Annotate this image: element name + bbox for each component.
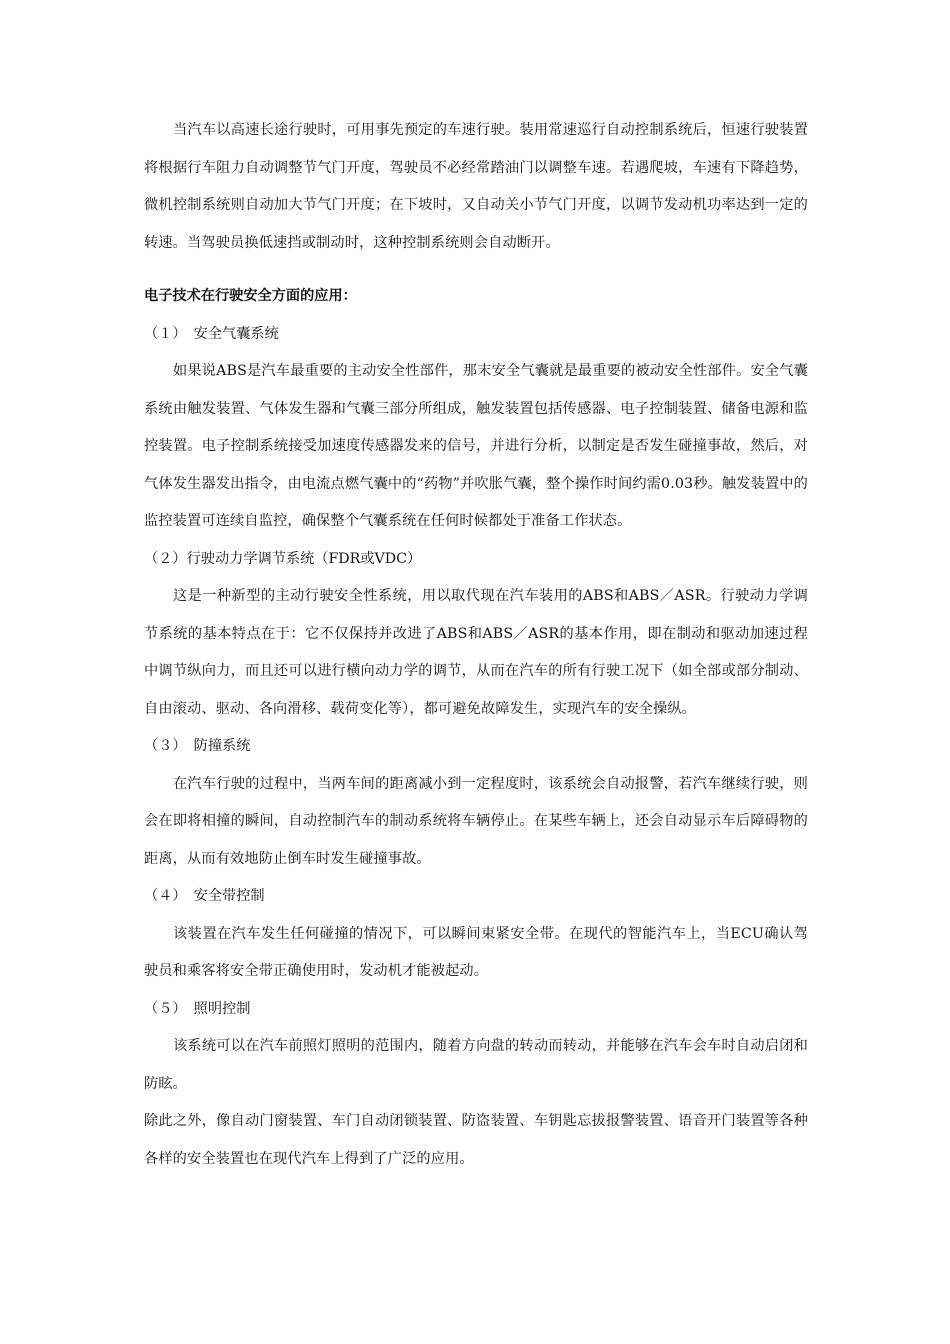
item-body-lighting: 该系统可以在汽车前照灯照明的范围内，随着方向盘的转动而转动，并能够在汽车会车时自动启闭和防眩。 [144,1038,808,1092]
item-title-vdc: （２）行驶动力学调节系统（FDR或VDC） [144,550,422,567]
item-body-seatbelt: 该装置在汽车发生任何碰撞的情况下，可以瞬间束紧安全带。在现代的智能汽车上，当ECU确认驾驶员和乘客将安全带正确使用时，发动机才能被起动。 [144,925,808,979]
section-heading: 电子技术在行驶安全方面的应用： [144,288,357,304]
item-body-airbag: 如果说ABS是汽车最重要的主动安全性部件，那末安全气囊就是最重要的被动安全性部件。安全气囊系统由触发装置、气体发生器和气囊三部分所组成，触发装置包括传感器、电子控制装置、储备电源和监控装置。电子控制系统接受加速度传感器发来的信号，并进行分析，以制定是否发生碰撞事故，然后，对气体发生器发出指令，由电流点燃气囊中的“药物”并吹胀气囊，整个操作时间约需0.03秒。触发装置中的监控装置可连续自监控，确保整个气囊系统在任何时候都处于准备工作状态。 [144,363,808,529]
item-title-seatbelt: （４） 安全带控制 [144,888,265,904]
item-body-collision: 在汽车行驶的过程中，当两车间的距离减小到一定程度时，该系统会自动报警，若汽车继续行驶，则会在即将相撞的瞬间，自动控制汽车的制动系统将车辆停止。在某些车辆上，还会自动显示车后障碍物的距离，从而有效地防止倒车时发生碰撞事故。 [144,775,808,867]
intro-paragraph: 当汽车以高速长途行驶时，可用事先预定的车速行驶。装用常速巡行自动控制系统后，恒速行驶装置将根据行车阻力自动调整节气门开度，驾驶员不必经常踏油门以调整车速。若遇爬坡，车速有下降趋势，微机控制系统则自动加大节气门开度；在下坡时，又自动关小节气门开度，以调节发动机功率达到一定的转速。当驾驶员换低速挡或制动时，这种控制系统则会自动断开。 [144,122,808,251]
closing-paragraph: 除此之外，像自动门窗装置、车门自动闭锁装置、防盗装置、车钥匙忘拔报警装置、语音开门装置等各种各样的安全装置也在现代汽车上得到了广泛的应用。 [144,1113,808,1167]
document-page [144,112,808,1178]
item-title-collision: （３） 防撞系统 [144,738,251,754]
item-title-lighting: （５） 照明控制 [144,1000,251,1017]
item-title-airbag: （１） 安全气囊系统 [144,325,279,342]
item-body-vdc: 这是一种新型的主动行驶安全性系统，用以取代现在汽车装用的ABS和ABS／ASR。行驶动力学调节系统的基本特点在于：它不仅保持并改进了ABS和ABS／ASR的基本作用，即在制动和驱动加速过程中调节纵向力，而且还可以进行横向动力学的调节，从而在汽车的所有行驶工况下（如全部或部分制动、自由滚动、驱动、各向滑移、载荷变化等），都可避免故障发生，实现汽车的安全操纵。 [144,588,808,717]
